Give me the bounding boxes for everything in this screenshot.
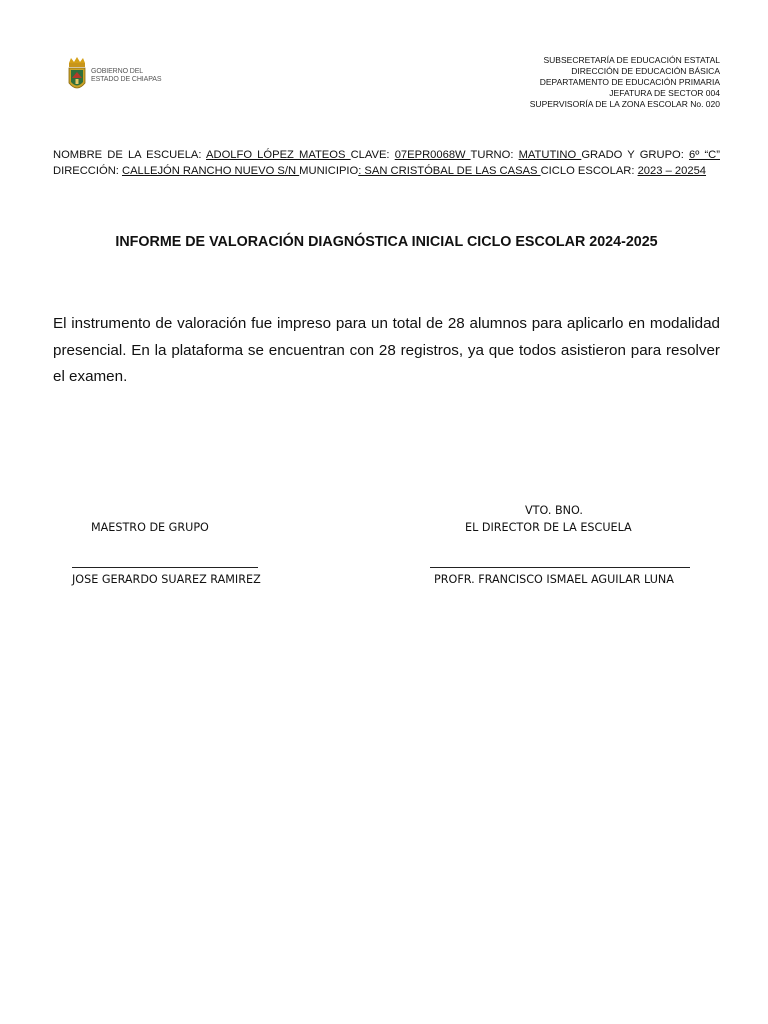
document-title: INFORME DE VALORACIÓN DIAGNÓSTICA INICIAL CICLO ESCOLAR 2024-2025: [115, 234, 658, 250]
chiapas-coat-of-arms-icon: [66, 57, 88, 95]
vto-bno: VTO. BNO.: [525, 504, 583, 517]
header-line: JEFATURA DE SECTOR 004: [609, 88, 720, 98]
direccion-label: DIRECCIÓN:: [53, 165, 122, 177]
logo-line-2: ESTADO DE CHIAPAS: [91, 76, 162, 83]
header-line: DEPARTAMENTO DE EDUCACIÓN PRIMARIA: [539, 77, 720, 87]
director-role: EL DIRECTOR DE LA ESCUELA: [465, 521, 632, 534]
teacher-name: JOSE GERARDO SUAREZ RAMIREZ: [72, 573, 261, 586]
school-municipio: : SAN CRISTÓBAL DE LAS CASAS: [358, 165, 541, 177]
header-line: DIRECCIÓN DE EDUCACIÓN BÁSICA: [571, 66, 720, 76]
school-clave: 07EPR0068W: [394, 149, 471, 161]
director-name: PROFR. FRANCISCO ISMAEL AGUILAR LUNA: [434, 573, 674, 586]
school-turno: MATUTINO: [518, 149, 582, 161]
clave-label: CLAVE:: [350, 149, 395, 161]
teacher-signature-line: [72, 567, 258, 568]
school-direccion: CALLEJÓN RANCHO NUEVO S/N: [122, 165, 300, 177]
school-name: ADOLFO LÓPEZ MATEOS: [206, 149, 351, 161]
grado-label: GRADO Y GRUPO:: [581, 149, 689, 161]
school-info: [53, 147, 720, 179]
school-ciclo: 2023 – 20254: [637, 165, 707, 177]
turno-label: TURNO:: [470, 149, 519, 161]
school-grado: 6º “C”: [689, 149, 720, 161]
ciclo-label: CICLO ESCOLAR:: [540, 165, 638, 177]
institution-header: [530, 55, 720, 110]
header-line: SUBSECRETARÍA DE EDUCACIÓN ESTATAL: [543, 55, 720, 65]
director-signature-line: [430, 567, 690, 568]
teacher-role: MAESTRO DE GRUPO: [91, 521, 209, 534]
government-logo: [66, 57, 161, 95]
municipio-label: MUNICIPIO: [299, 165, 359, 177]
logo-line-1: GOBIERNO DEL: [91, 68, 144, 75]
report-paragraph: El instrumento de valoración fue impreso para un total de 28 alumnos para aplicarlo en modalidad presencial. En la plataforma se encuentran con 28 registros, ya que todos asistieron para resolver el examen.: [53, 315, 720, 385]
header-line: SUPERVISORÍA DE LA ZONA ESCOLAR No. 020: [529, 99, 720, 109]
school-name-label: NOMBRE DE LA ESCUELA:: [53, 149, 207, 161]
